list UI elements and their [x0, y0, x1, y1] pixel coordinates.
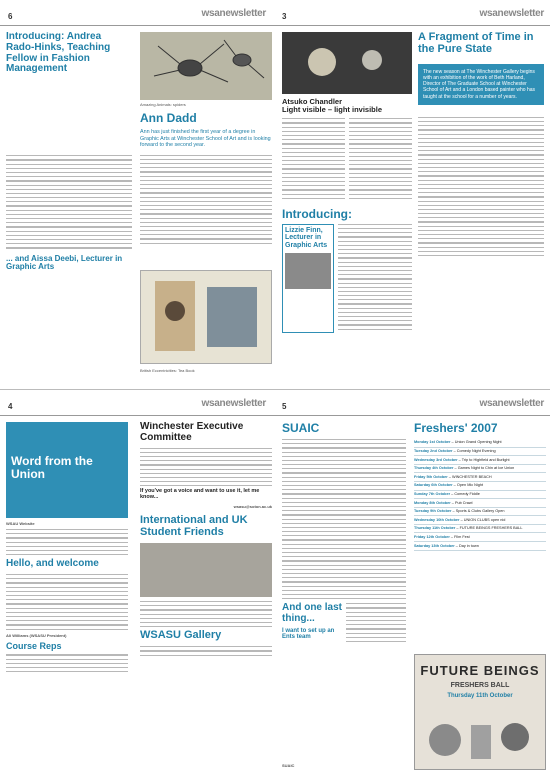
union-web-label: WSAU Website	[6, 521, 35, 526]
lizzie-body	[338, 224, 412, 333]
lizzie-block	[282, 224, 412, 333]
freshers-poster	[414, 654, 546, 770]
masthead-right: wsanewsletter	[479, 8, 544, 19]
page-number-3: 3	[282, 12, 287, 21]
event-detail: Comedy Fiddle	[454, 492, 480, 497]
lizzie-photo	[285, 253, 331, 289]
gallery-title: WSASU Gallery	[140, 629, 222, 642]
event-detail: Open Mic Night	[456, 483, 484, 488]
onelast-title: And one last thing...	[282, 602, 343, 625]
winexec-body	[140, 448, 272, 487]
event-row: Tuesday 9th October – Sports & Clubs Gallery Open	[414, 508, 546, 517]
fragment-column	[418, 32, 544, 382]
event-row: Saturday 13th October – Day in town	[414, 542, 546, 551]
teabook-caption: British Eccentricities: Tea Book	[140, 368, 195, 373]
event-row: Wednesday 3rd October – Trip to Highfield and Burlight	[414, 456, 546, 465]
masthead-right-bottom: wsanewsletter	[479, 398, 544, 409]
event-day: Monday 1st October	[414, 440, 451, 445]
gallery-body	[140, 646, 272, 656]
fragment-body	[418, 117, 544, 256]
event-day: Wednesday 10th October	[414, 517, 460, 522]
atsuko-body	[282, 118, 412, 202]
freshers-events	[414, 439, 546, 551]
atsuko-name: Atsuko Chandler	[282, 97, 343, 106]
union-title: Word from the Union	[11, 454, 93, 481]
event-row: Monday 1st October – Union Grand Opening Night	[414, 439, 546, 448]
event-row: Tuesday 2nd October – Comedy Night Evening	[414, 448, 546, 457]
page-number-4: 4	[8, 402, 13, 411]
page-number-6: 6	[8, 12, 13, 21]
event-day: Saturday 13th October	[414, 543, 455, 548]
winexec-cta: If you've got a voice and want to use it, let me know...	[140, 488, 260, 501]
atsuko-photo	[282, 32, 412, 94]
ann-body	[140, 155, 272, 244]
event-detail: Sports & Clubs Gallery Open	[455, 509, 505, 514]
freshers-column	[414, 422, 546, 772]
winexec-email: wsasu@soton.ac.uk	[233, 504, 272, 510]
event-detail: Trip to Highfield and Burlight	[461, 457, 510, 462]
fragment-title: A Fragment of Time in the Pure State	[418, 32, 534, 55]
event-day: Friday 12th October	[414, 534, 450, 539]
atsuko-subtitle: Light visible – light invisible	[282, 105, 383, 115]
union-hello: Hello, and welcome	[6, 558, 99, 570]
winexec-column	[140, 422, 272, 772]
fashion-title: Introducing: Andrea Rado-Hinks, Teaching Fellow in Fashion Management	[6, 32, 111, 75]
teabook-illustration	[140, 270, 272, 364]
event-detail: FUTURE BEINGS FRESHERS BALL	[459, 526, 523, 531]
event-day: Thursday 11th October	[414, 526, 456, 531]
event-day: Wednesday 3rd October	[414, 457, 458, 462]
masthead-left: wsanewsletter	[201, 8, 266, 19]
event-day: Thursday 4th October	[414, 466, 454, 471]
event-detail: UNION CLUBS open nid	[463, 517, 506, 522]
suaic-title: SUAIC	[282, 422, 320, 435]
freshers-title: Freshers' 2007	[414, 422, 498, 435]
event-detail: Comedy Night Evening	[456, 449, 496, 454]
event-day: Monday 8th October	[414, 500, 451, 505]
poster-date: Thursday 11th October	[447, 693, 513, 699]
event-day: Saturday 6th October	[414, 483, 453, 488]
event-row: Thursday 4th October – Games Night to Chin at Ice Union	[414, 465, 546, 474]
onelast-body	[346, 603, 406, 645]
event-detail: Union Grand Opening Night	[454, 440, 502, 445]
ann-lead: Ann has just finished the first year of a degree in Graphic Arts at Winchester School of Art and is looking forward to the second year.	[140, 128, 271, 149]
event-detail: Pub Crawl	[454, 500, 473, 505]
union-hello-body	[6, 574, 128, 630]
onelast-block	[282, 603, 406, 645]
event-detail: Day in town	[458, 543, 479, 548]
event-row: Monday 8th October – Pub Crawl	[414, 499, 546, 508]
suaic-body	[282, 439, 406, 599]
event-day: Tuesday 9th October	[414, 509, 452, 514]
bottom-spread	[0, 389, 550, 778]
event-detail: Film Fest	[454, 534, 470, 539]
intl-body	[140, 601, 272, 627]
course-body	[6, 654, 128, 672]
lizzie-name: Lizzie Finn, Lecturer in Graphic Arts	[285, 226, 328, 249]
fashion-subtitle: ... and Aissa Deebi, Lecturer in Graphic Arts	[6, 253, 123, 272]
ann-name: Ann Dadd	[140, 111, 197, 125]
event-detail: WINCHESTER BEACH	[452, 474, 492, 479]
spider-drawing-icon	[140, 32, 272, 100]
atsuko-column	[282, 32, 412, 382]
fashion-column	[6, 32, 132, 382]
fashion-body	[6, 155, 132, 248]
union-column	[6, 422, 128, 772]
event-detail: Games Night to Chin at Ice Union	[457, 466, 515, 471]
masthead-left-bottom: wsanewsletter	[201, 398, 266, 409]
spider-caption: Amazing Animals: spiders	[140, 102, 186, 107]
event-row: Sunday 7th October – Comedy Fiddle	[414, 491, 546, 500]
header-top	[0, 6, 550, 26]
fragment-lead: The new season at The Winchester Gallery begins with an exhibition of the work of Beth Harland, Director of The Graduate School at Winchester School of Art and a London based painter who has taught at the school for a number of years.	[418, 64, 544, 105]
group-photo	[140, 543, 272, 597]
union-banner	[6, 422, 128, 518]
onelast-left	[282, 603, 342, 645]
suaic-column	[282, 422, 406, 772]
winexec-title: Winchester Executive Committee	[140, 422, 244, 443]
event-day: Sunday 7th October	[414, 492, 451, 497]
suaic-footer: SUAIC	[282, 763, 295, 768]
intl-title: International and UK Student Friends	[140, 514, 248, 539]
event-row: Saturday 6th October – Open Mic Night	[414, 482, 546, 491]
union-web-body	[6, 529, 128, 555]
event-row: Wednesday 10th October – UNION CLUBS open nid	[414, 516, 546, 525]
course-reps: Course Reps	[6, 640, 62, 651]
poster-title: FUTURE BEINGS	[420, 663, 540, 678]
light-installation-icon	[282, 32, 412, 94]
event-row: Thursday 11th October – FUTURE BEINGS FRESHERS BALL	[414, 525, 546, 534]
event-row: Friday 5th October – WINCHESTER BEACH	[414, 473, 546, 482]
spider-illustration	[140, 32, 272, 100]
event-day: Friday 5th October	[414, 474, 448, 479]
event-day: Tuesday 2nd October	[414, 449, 453, 454]
ents-title: I want to set up an Ents team	[282, 627, 335, 641]
poster-sub: FRESHERS BALL	[450, 682, 510, 689]
header-bottom	[0, 396, 550, 416]
lizzie-box	[282, 224, 334, 333]
union-signoff: Ali Williams (WSASU President)	[6, 632, 67, 638]
page-number-5: 5	[282, 402, 287, 411]
lizzie-intro: Introducing:	[282, 206, 352, 221]
event-row: Friday 12th October – Film Fest	[414, 533, 546, 542]
poster-graphic-icon	[415, 715, 545, 765]
ann-column	[140, 32, 272, 382]
teabook-drawing-icon	[141, 271, 272, 364]
